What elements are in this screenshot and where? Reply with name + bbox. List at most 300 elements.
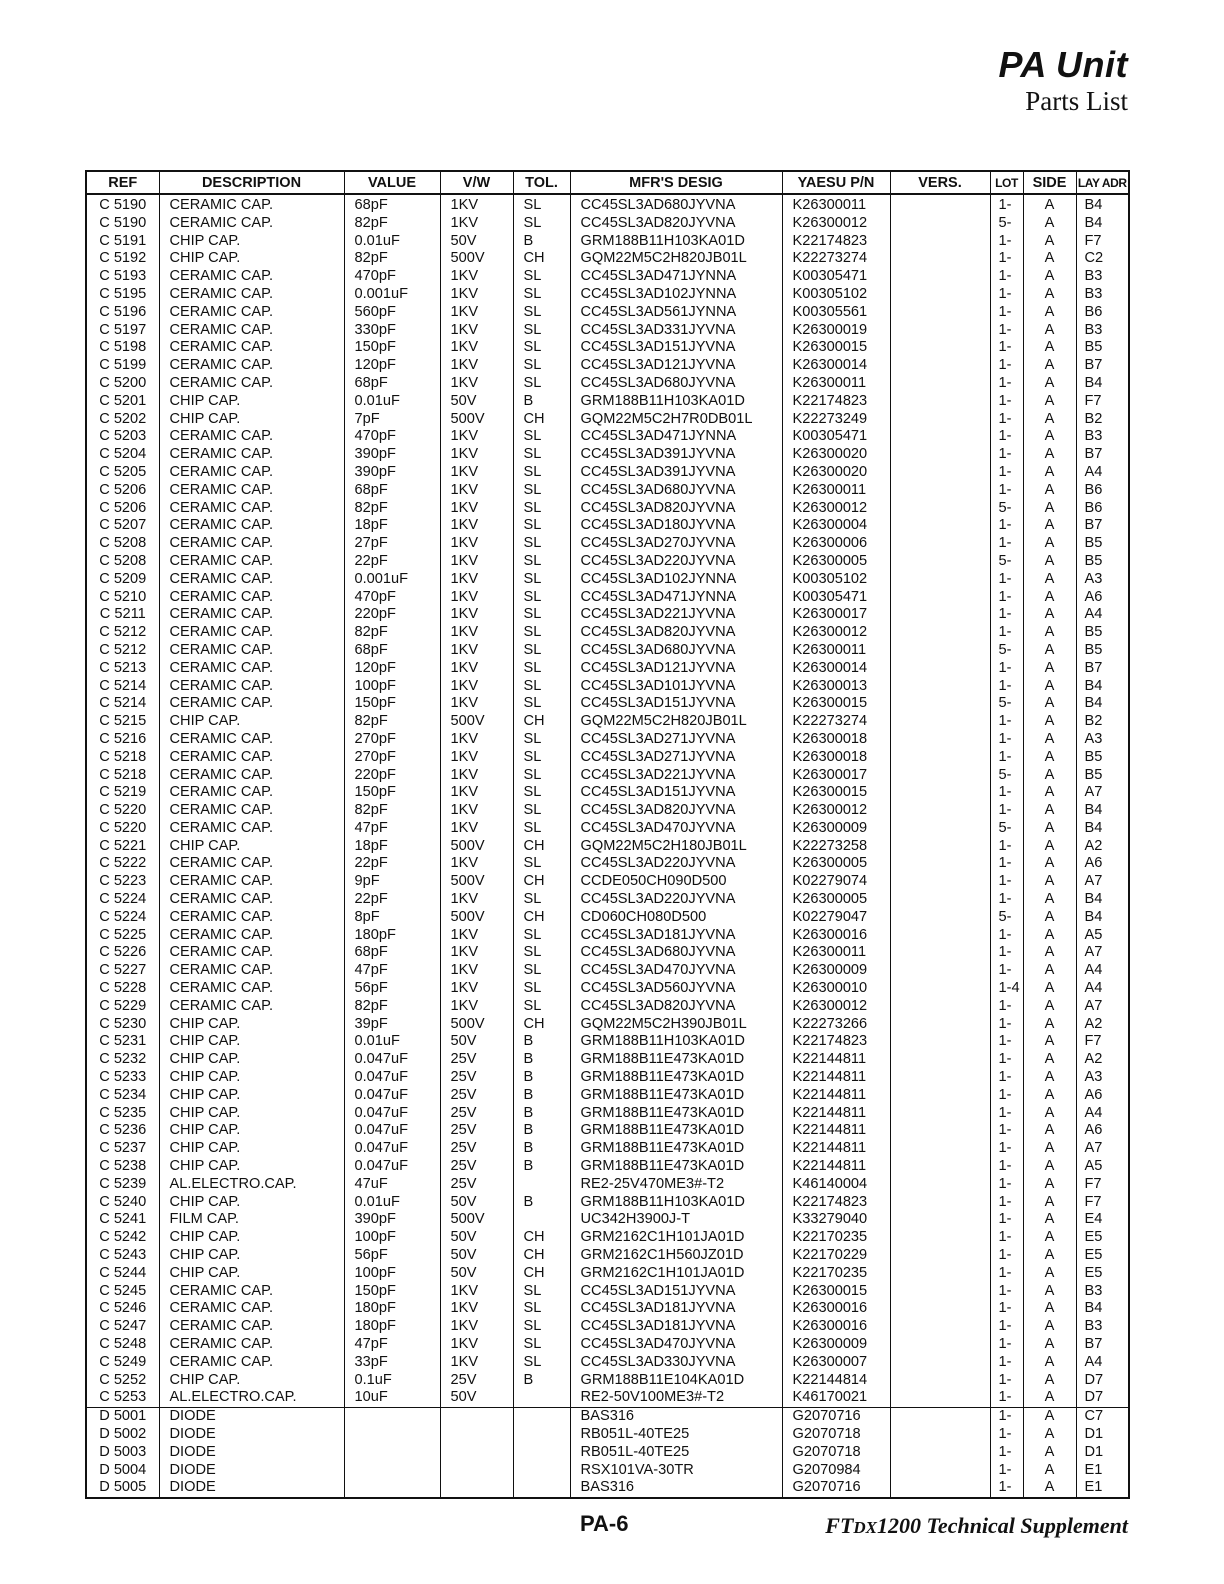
cell-lot: 1-: [990, 1300, 1023, 1318]
cell-vers: [890, 589, 990, 607]
cell-lot: 1-: [990, 339, 1023, 357]
cell-ref: C 5202: [99, 410, 147, 427]
cell-lay: A6: [1076, 589, 1129, 607]
table-row: [86, 428, 1129, 446]
cell-tol: SL: [513, 339, 570, 357]
footer-model-title: [825, 1513, 1128, 1539]
cell-tol: SL: [513, 1336, 570, 1354]
cell-tol: SL: [513, 944, 570, 962]
cell-side: A: [1023, 642, 1076, 660]
cell-ref: C 5215: [99, 713, 147, 730]
cell-mfr: CC45SL3AD820JYVNA: [570, 500, 782, 518]
cell-tol: SL: [513, 660, 570, 678]
cell-vw: 50V: [440, 1389, 513, 1407]
cell-value: 22pF: [344, 553, 440, 571]
cell-desc: CERAMIC CAP.: [159, 695, 344, 713]
cell-mfr: CC45SL3AD121JYVNA: [570, 357, 782, 375]
cell-vers: [890, 891, 990, 909]
table-row: [86, 678, 1129, 696]
cell-ref: C 5230: [99, 1015, 147, 1032]
col-header-tol: TOL.: [513, 171, 570, 194]
cell-lay: A6: [1076, 855, 1129, 873]
cell-tol: [513, 1389, 570, 1407]
table-row: [86, 375, 1129, 393]
cell-lay: B4: [1076, 215, 1129, 233]
cell-tol: SL: [513, 980, 570, 998]
cell-pn: K26300012: [782, 802, 890, 820]
cell-mfr: CC45SL3AD471JYNNA: [570, 589, 782, 607]
cell-pn: K00305471: [782, 428, 890, 446]
cell-mfr: CC45SL3AD221JYVNA: [570, 767, 782, 785]
cell-value: 68pF: [344, 375, 440, 393]
cell-mfr: CC45SL3AD680JYVNA: [570, 194, 782, 215]
cell-lot: 1-: [990, 250, 1023, 268]
cell-ref: C 5203: [99, 428, 147, 445]
cell-side: A: [1023, 1462, 1076, 1480]
cell-lay: A6: [1076, 1122, 1129, 1140]
cell-lay: E1: [1076, 1479, 1129, 1498]
cell-lay: A4: [1076, 962, 1129, 980]
cell-pn: K22144814: [782, 1372, 890, 1390]
cell-pn: G2070718: [782, 1426, 890, 1444]
cell-value: 0.047uF: [344, 1105, 440, 1123]
cell-vers: [890, 411, 990, 429]
cell-pn: K26300012: [782, 624, 890, 642]
cell-mfr: CC45SL3AD271JYVNA: [570, 749, 782, 767]
cell-vw: 1KV: [440, 428, 513, 446]
cell-ref: C 5209: [99, 570, 147, 587]
cell-mfr: CC45SL3AD820JYVNA: [570, 802, 782, 820]
cell-ref: C 5192: [99, 250, 147, 267]
cell-pn: K00305471: [782, 589, 890, 607]
parts-table: [85, 170, 1130, 1499]
cell-ref: C 5210: [99, 588, 147, 605]
cell-lay: B4: [1076, 891, 1129, 909]
cell-lay: A4: [1076, 464, 1129, 482]
cell-value: [344, 1426, 440, 1444]
cell-ref: C 5214: [99, 677, 147, 694]
cell-vers: [890, 927, 990, 945]
cell-value: 68pF: [344, 944, 440, 962]
cell-desc: CERAMIC CAP.: [159, 1300, 344, 1318]
cell-vers: [890, 713, 990, 731]
cell-vers: [890, 731, 990, 749]
cell-desc: CERAMIC CAP.: [159, 446, 344, 464]
cell-lot: 1-: [990, 322, 1023, 340]
cell-vers: [890, 909, 990, 927]
cell-desc: CERAMIC CAP.: [159, 571, 344, 589]
cell-mfr: CC45SL3AD561JYNNA: [570, 304, 782, 322]
cell-side: A: [1023, 980, 1076, 998]
table-row: [86, 1247, 1129, 1265]
cell-side: A: [1023, 1479, 1076, 1498]
cell-value: 18pF: [344, 517, 440, 535]
cell-ref: C 5226: [99, 944, 147, 961]
cell-desc: AL.ELECTRO.CAP.: [159, 1389, 344, 1407]
cell-lay: B6: [1076, 304, 1129, 322]
cell-tol: CH: [513, 1016, 570, 1034]
cell-tol: CH: [513, 713, 570, 731]
cell-mfr: CC45SL3AD560JYVNA: [570, 980, 782, 998]
cell-ref: C 5225: [99, 926, 147, 943]
cell-vers: [890, 357, 990, 375]
cell-mfr: CC45SL3AD680JYVNA: [570, 375, 782, 393]
cell-mfr: CC45SL3AD151JYVNA: [570, 339, 782, 357]
cell-lay: B6: [1076, 500, 1129, 518]
cell-ref: C 5204: [99, 446, 147, 463]
cell-lay: B7: [1076, 357, 1129, 375]
cell-pn: K26300014: [782, 660, 890, 678]
cell-vers: [890, 1372, 990, 1390]
cell-lot: 1-: [990, 393, 1023, 411]
cell-tol: SL: [513, 589, 570, 607]
cell-vw: 500V: [440, 873, 513, 891]
cell-ref: C 5236: [99, 1122, 147, 1139]
cell-vers: [890, 962, 990, 980]
cell-mfr: RB051L-40TE25: [570, 1444, 782, 1462]
cell-vers: [890, 1158, 990, 1176]
cell-vw: 1KV: [440, 980, 513, 998]
table-row: [86, 873, 1129, 891]
cell-lay: B4: [1076, 194, 1129, 215]
cell-vw: 50V: [440, 393, 513, 411]
cell-vers: [890, 428, 990, 446]
cell-tol: B: [513, 1122, 570, 1140]
cell-desc: CERAMIC CAP.: [159, 322, 344, 340]
cell-tol: CH: [513, 838, 570, 856]
cell-tol: B: [513, 1069, 570, 1087]
cell-lay: E4: [1076, 1211, 1129, 1229]
cell-vw: 50V: [440, 1247, 513, 1265]
cell-side: A: [1023, 1105, 1076, 1123]
cell-lot: 1-: [990, 855, 1023, 873]
cell-lot: 1-: [990, 873, 1023, 891]
cell-lot: 1-: [990, 1140, 1023, 1158]
table-row: [86, 784, 1129, 802]
cell-desc: CERAMIC CAP.: [159, 1336, 344, 1354]
cell-vw: 1KV: [440, 624, 513, 642]
cell-vw: 500V: [440, 1211, 513, 1229]
cell-vers: [890, 482, 990, 500]
cell-tol: [513, 1176, 570, 1194]
cell-mfr: RSX101VA-30TR: [570, 1462, 782, 1480]
table-row: [86, 233, 1129, 251]
cell-mfr: CD060CH080D500: [570, 909, 782, 927]
cell-lot: 1-: [990, 268, 1023, 286]
cell-desc: CERAMIC CAP.: [159, 606, 344, 624]
cell-pn: K26300012: [782, 998, 890, 1016]
cell-desc: CHIP CAP.: [159, 1229, 344, 1247]
cell-vers: [890, 1318, 990, 1336]
col-header-lot: LOT: [990, 171, 1023, 194]
cell-mfr: GQM22M5C2H390JB01L: [570, 1016, 782, 1034]
cell-lot: 1-: [990, 1176, 1023, 1194]
cell-lay: E1: [1076, 1462, 1129, 1480]
cell-value: 220pF: [344, 606, 440, 624]
cell-mfr: GRM188B11H103KA01D: [570, 1033, 782, 1051]
cell-ref: C 5196: [99, 303, 147, 320]
cell-lot: 1-: [990, 784, 1023, 802]
cell-pn: K26300009: [782, 1336, 890, 1354]
cell-side: A: [1023, 1247, 1076, 1265]
cell-desc: CHIP CAP.: [159, 1087, 344, 1105]
cell-tol: SL: [513, 517, 570, 535]
cell-value: 82pF: [344, 802, 440, 820]
cell-vers: [890, 1462, 990, 1480]
cell-vw: 1KV: [440, 500, 513, 518]
cell-side: A: [1023, 482, 1076, 500]
cell-desc: CERAMIC CAP.: [159, 500, 344, 518]
cell-ref: C 5220: [99, 819, 147, 836]
cell-vers: [890, 286, 990, 304]
cell-ref: C 5228: [99, 980, 147, 997]
table-row: [86, 1426, 1129, 1444]
cell-lot: 1-: [990, 1265, 1023, 1283]
cell-value: 330pF: [344, 322, 440, 340]
cell-vers: [890, 517, 990, 535]
cell-side: A: [1023, 1016, 1076, 1034]
table-row: [86, 446, 1129, 464]
cell-lot: 1-: [990, 1283, 1023, 1301]
cell-pn: K26300004: [782, 517, 890, 535]
table-row: [86, 802, 1129, 820]
cell-vw: 1KV: [440, 446, 513, 464]
cell-desc: CHIP CAP.: [159, 1016, 344, 1034]
cell-vers: [890, 1408, 990, 1426]
cell-side: A: [1023, 215, 1076, 233]
cell-tol: SL: [513, 1283, 570, 1301]
cell-pn: K26300011: [782, 642, 890, 660]
cell-mfr: CC45SL3AD270JYVNA: [570, 535, 782, 553]
table-row: [86, 339, 1129, 357]
cell-side: A: [1023, 322, 1076, 340]
cell-lay: E5: [1076, 1247, 1129, 1265]
cell-lot: 1-: [990, 411, 1023, 429]
cell-vers: [890, 1247, 990, 1265]
cell-vers: [890, 1354, 990, 1372]
cell-vers: [890, 268, 990, 286]
cell-vw: 1KV: [440, 589, 513, 607]
cell-value: 0.047uF: [344, 1051, 440, 1069]
cell-vw: 1KV: [440, 286, 513, 304]
table-row: [86, 464, 1129, 482]
cell-lot: 5-: [990, 553, 1023, 571]
cell-lot: 1-: [990, 571, 1023, 589]
cell-lot: 1-: [990, 962, 1023, 980]
cell-value: 39pF: [344, 1016, 440, 1034]
cell-desc: CERAMIC CAP.: [159, 589, 344, 607]
cell-value: 390pF: [344, 464, 440, 482]
cell-ref: C 5224: [99, 908, 147, 925]
cell-lot: 1-: [990, 375, 1023, 393]
cell-vers: [890, 1336, 990, 1354]
cell-ref: C 5245: [99, 1282, 147, 1299]
cell-desc: FILM CAP.: [159, 1211, 344, 1229]
table-row: [86, 393, 1129, 411]
cell-side: A: [1023, 660, 1076, 678]
cell-desc: CHIP CAP.: [159, 1122, 344, 1140]
cell-pn: K26300020: [782, 446, 890, 464]
cell-lay: A2: [1076, 1051, 1129, 1069]
cell-tol: B: [513, 1087, 570, 1105]
cell-ref: C 5213: [99, 659, 147, 676]
cell-tol: SL: [513, 1354, 570, 1372]
cell-vers: [890, 998, 990, 1016]
cell-pn: K26300012: [782, 215, 890, 233]
cell-mfr: GQM22M5C2H180JB01L: [570, 838, 782, 856]
cell-ref: C 5219: [99, 784, 147, 801]
cell-side: A: [1023, 1372, 1076, 1390]
cell-tol: SL: [513, 962, 570, 980]
cell-ref: D 5001: [86, 1408, 159, 1426]
cell-vw: [440, 1426, 513, 1444]
cell-pn: K46140004: [782, 1176, 890, 1194]
table-row: [86, 1444, 1129, 1462]
cell-vw: 1KV: [440, 962, 513, 980]
cell-vw: 1KV: [440, 553, 513, 571]
cell-mfr: CC45SL3AD151JYVNA: [570, 1283, 782, 1301]
table-row: [86, 1016, 1129, 1034]
cell-vw: 1KV: [440, 927, 513, 945]
cell-side: A: [1023, 1283, 1076, 1301]
cell-side: A: [1023, 1426, 1076, 1444]
cell-pn: K26300006: [782, 535, 890, 553]
cell-desc: CHIP CAP.: [159, 713, 344, 731]
cell-pn: K26300011: [782, 194, 890, 215]
cell-vw: 1KV: [440, 1318, 513, 1336]
cell-pn: K22273249: [782, 411, 890, 429]
cell-ref: C 5221: [99, 837, 147, 854]
cell-mfr: CC45SL3AD221JYVNA: [570, 606, 782, 624]
cell-value: 150pF: [344, 695, 440, 713]
cell-pn: K26300009: [782, 962, 890, 980]
cell-vw: 1KV: [440, 944, 513, 962]
cell-value: 8pF: [344, 909, 440, 927]
cell-ref: C 5238: [99, 1158, 147, 1175]
cell-ref: C 5252: [99, 1371, 147, 1388]
cell-mfr: GRM188B11E473KA01D: [570, 1158, 782, 1176]
cell-vers: [890, 339, 990, 357]
cell-vw: 500V: [440, 250, 513, 268]
cell-side: A: [1023, 695, 1076, 713]
cell-side: A: [1023, 891, 1076, 909]
cell-pn: K26300015: [782, 1283, 890, 1301]
table-header-row: [86, 171, 1129, 194]
cell-pn: G2070718: [782, 1444, 890, 1462]
cell-value: 470pF: [344, 428, 440, 446]
cell-lay: A5: [1076, 1158, 1129, 1176]
cell-ref: C 5190: [99, 214, 147, 231]
cell-desc: CERAMIC CAP.: [159, 268, 344, 286]
table-row: [86, 1140, 1129, 1158]
cell-pn: K02279047: [782, 909, 890, 927]
cell-vers: [890, 624, 990, 642]
table-row: [86, 1354, 1129, 1372]
cell-lay: B5: [1076, 535, 1129, 553]
cell-tol: CH: [513, 1229, 570, 1247]
cell-vers: [890, 1051, 990, 1069]
cell-vers: [890, 393, 990, 411]
cell-lot: 5-: [990, 215, 1023, 233]
cell-ref: C 5218: [99, 748, 147, 765]
cell-value: 82pF: [344, 713, 440, 731]
cell-desc: CERAMIC CAP.: [159, 375, 344, 393]
cell-ref: C 5248: [99, 1336, 147, 1352]
cell-pn: K26300016: [782, 1300, 890, 1318]
cell-value: 150pF: [344, 1283, 440, 1301]
cell-desc: CERAMIC CAP.: [159, 428, 344, 446]
cell-lot: 1-: [990, 731, 1023, 749]
cell-vw: 25V: [440, 1105, 513, 1123]
cell-side: A: [1023, 375, 1076, 393]
cell-desc: CHIP CAP.: [159, 1158, 344, 1176]
cell-lot: 1-: [990, 233, 1023, 251]
cell-lay: B5: [1076, 339, 1129, 357]
cell-vw: 25V: [440, 1122, 513, 1140]
table-row: [86, 553, 1129, 571]
cell-tol: SL: [513, 194, 570, 215]
cell-side: A: [1023, 1300, 1076, 1318]
col-header-lay-adr: LAY ADR: [1076, 171, 1129, 194]
cell-lay: B7: [1076, 446, 1129, 464]
cell-value: 270pF: [344, 749, 440, 767]
cell-side: A: [1023, 500, 1076, 518]
cell-tol: B: [513, 1194, 570, 1212]
cell-vers: [890, 1283, 990, 1301]
cell-vw: 1KV: [440, 1354, 513, 1372]
cell-value: 120pF: [344, 357, 440, 375]
cell-ref: C 5208: [99, 552, 147, 569]
cell-desc: CERAMIC CAP.: [159, 1354, 344, 1372]
cell-tol: SL: [513, 446, 570, 464]
table-row: [86, 767, 1129, 785]
cell-mfr: CC45SL3AD220JYVNA: [570, 891, 782, 909]
cell-value: 0.1uF: [344, 1372, 440, 1390]
cell-tol: CH: [513, 1247, 570, 1265]
cell-pn: K26300015: [782, 339, 890, 357]
cell-tol: SL: [513, 855, 570, 873]
cell-vw: 25V: [440, 1158, 513, 1176]
cell-ref: C 5199: [99, 357, 147, 374]
table-row: [86, 1211, 1129, 1229]
cell-ref: C 5242: [99, 1229, 147, 1246]
cell-desc: CERAMIC CAP.: [159, 286, 344, 304]
cell-value: [344, 1462, 440, 1480]
cell-value: 390pF: [344, 1211, 440, 1229]
cell-mfr: GQM22M5C2H820JB01L: [570, 713, 782, 731]
cell-pn: K22144811: [782, 1051, 890, 1069]
cell-side: A: [1023, 962, 1076, 980]
cell-lot: 1-: [990, 1158, 1023, 1176]
table-row: [86, 660, 1129, 678]
cell-vers: [890, 1176, 990, 1194]
cell-desc: CERAMIC CAP.: [159, 980, 344, 998]
cell-pn: K00305102: [782, 571, 890, 589]
table-row: [86, 1479, 1129, 1498]
cell-ref: C 5212: [99, 624, 147, 641]
cell-side: A: [1023, 1229, 1076, 1247]
cell-vers: [890, 784, 990, 802]
cell-lot: 1-: [990, 838, 1023, 856]
page-number: PA-6: [580, 1511, 629, 1536]
cell-side: A: [1023, 1140, 1076, 1158]
cell-side: A: [1023, 357, 1076, 375]
cell-side: A: [1023, 268, 1076, 286]
cell-desc: CERAMIC CAP.: [159, 802, 344, 820]
cell-side: A: [1023, 571, 1076, 589]
cell-tol: SL: [513, 606, 570, 624]
cell-vw: 1KV: [440, 357, 513, 375]
